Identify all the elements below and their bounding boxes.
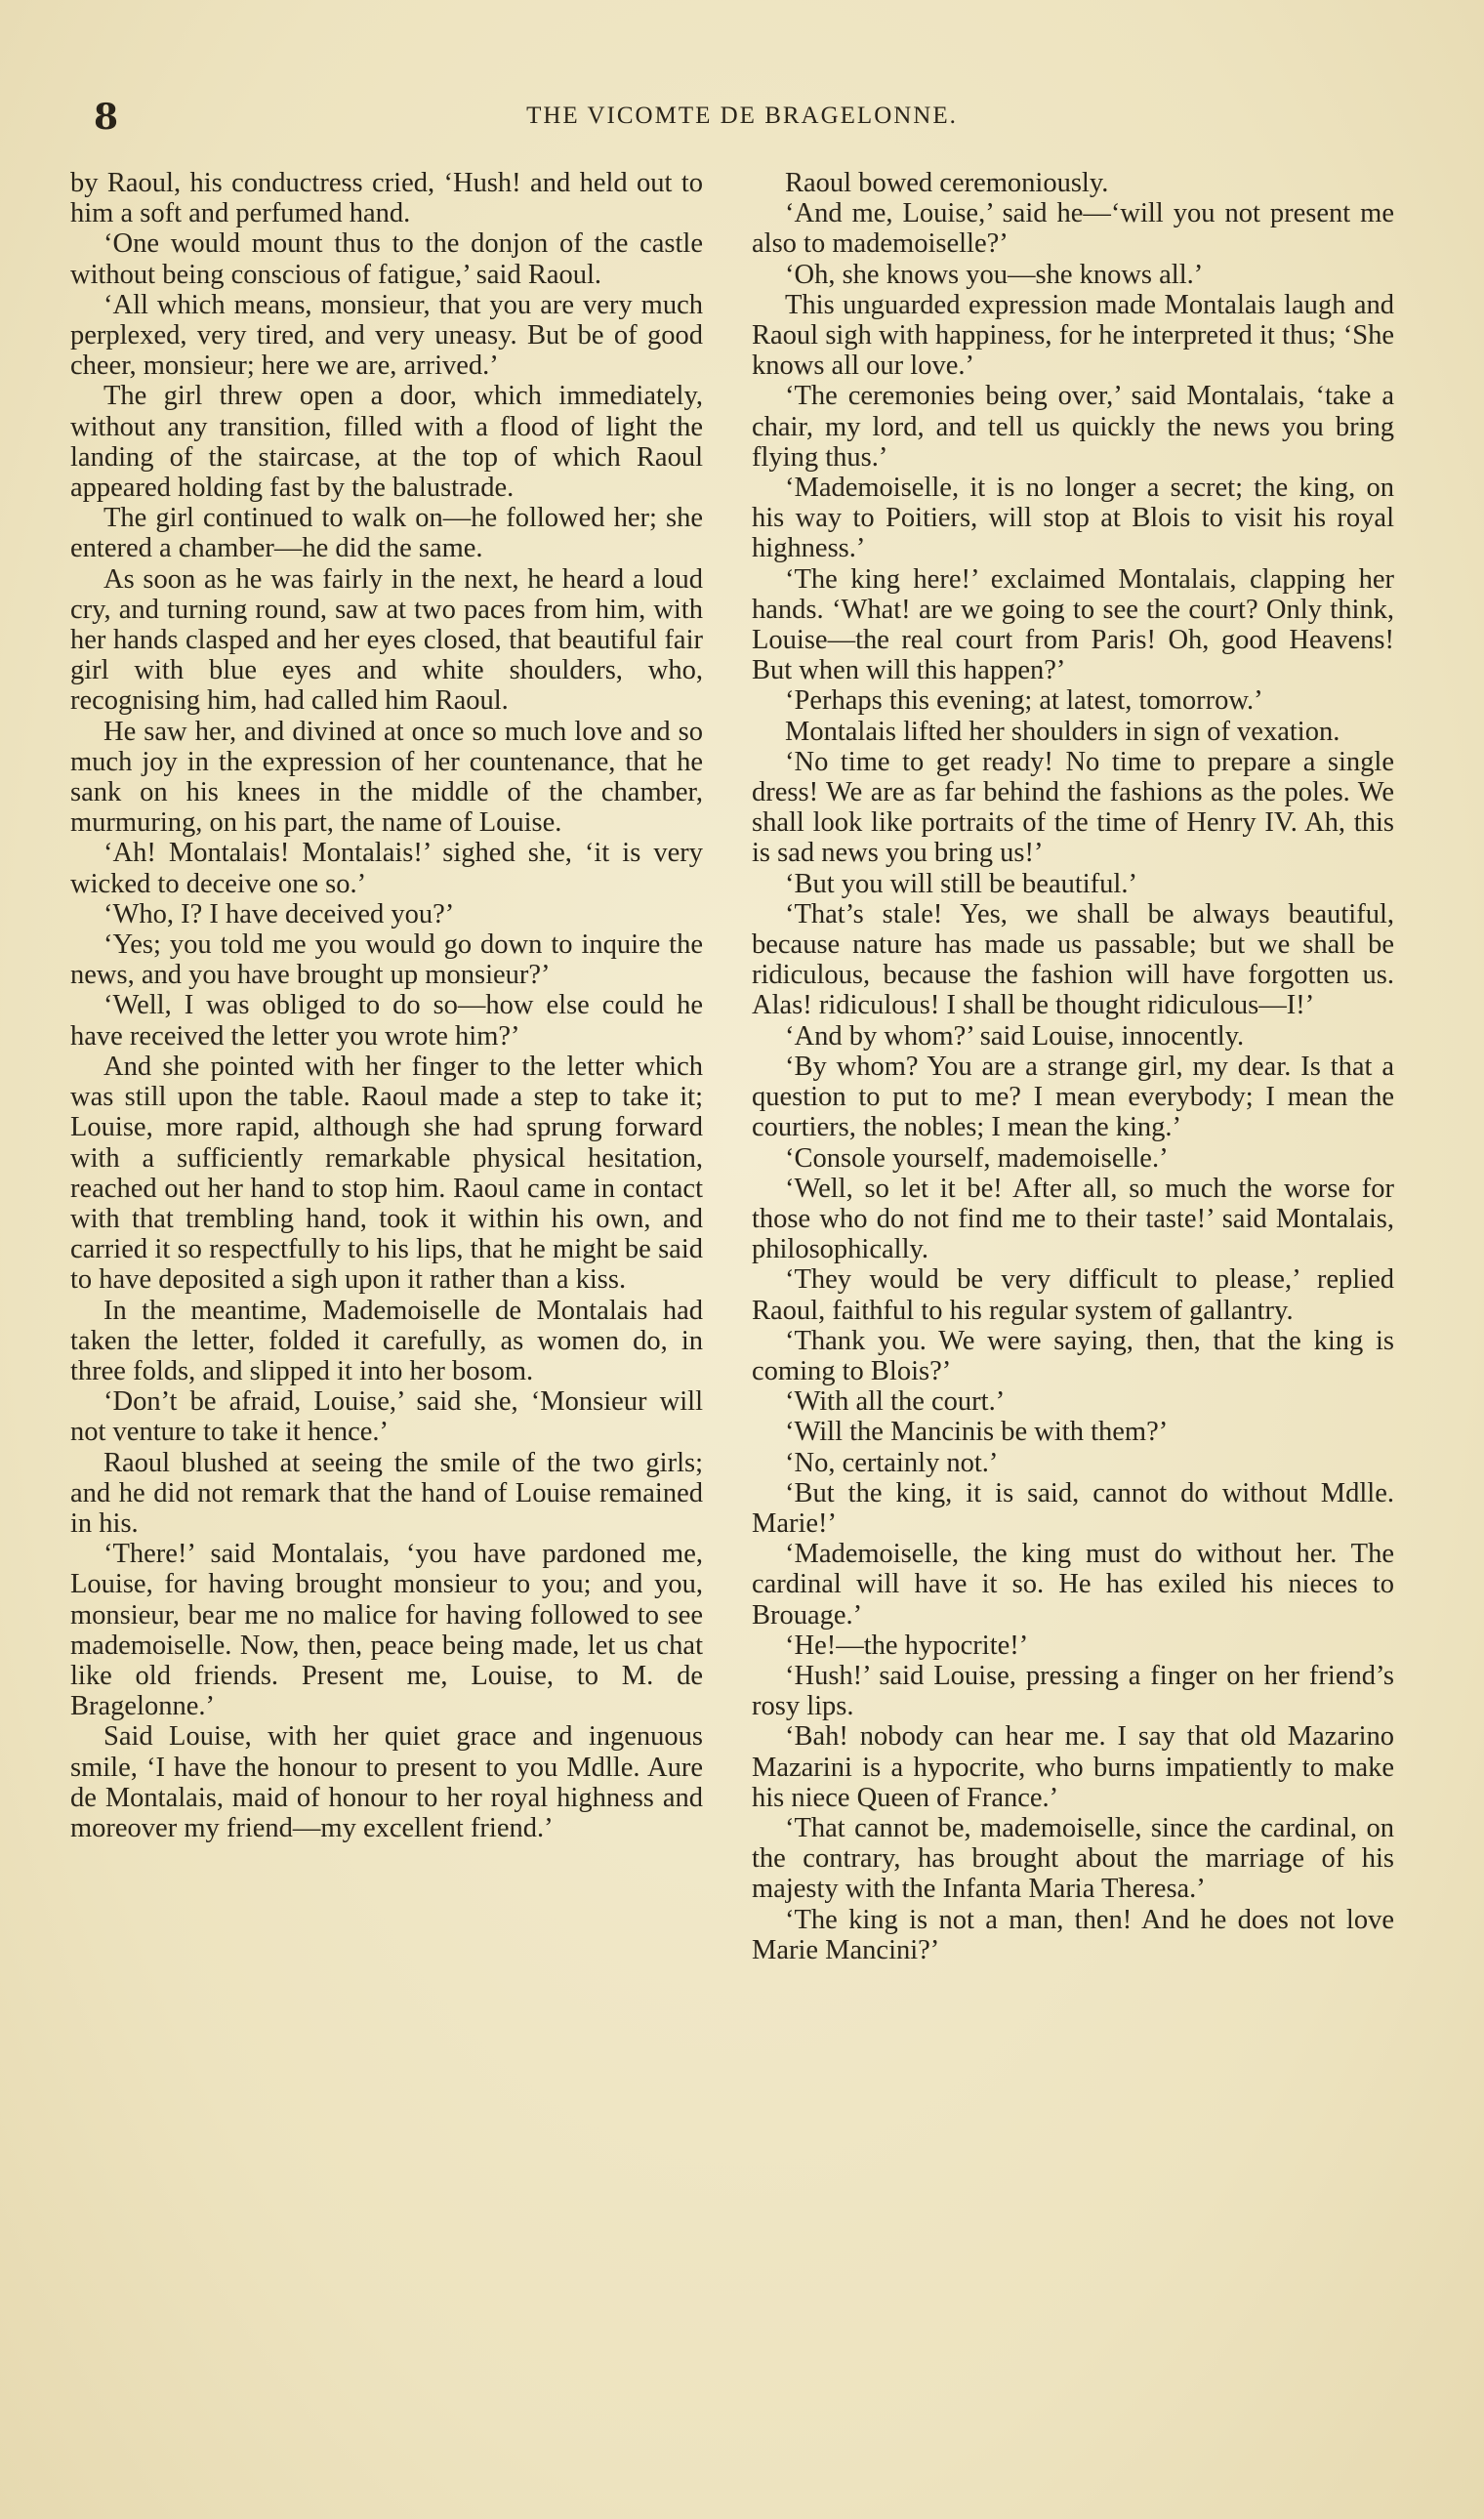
paragraph: ‘Console yourself, mademoiselle.’ [785, 1142, 1169, 1174]
paragraph: ‘The king is not a man, then! And he does not love Marie Mancini?’ [752, 1904, 1394, 1965]
paragraph: ‘Well, so let it be! After all, so much the worse for those who do not find me to their taste!’ said Montalais, philosophically. [752, 1173, 1394, 1265]
paragraph: ‘He!—the hypocrite!’ [785, 1630, 1029, 1661]
paragraph: ‘And me, Louise,’ said he—‘will you not present me also to mademoiselle?’ [752, 198, 1394, 260]
paragraph: ‘Mademoiselle, it is no longer a secret; the king, on his way to Poitiers, will stop at Blois to visit his royal highness.’ [752, 473, 1394, 564]
paragraph: ‘By whom? You are a strange girl, my dear. Is that a question to put to me? I mean everybody; I mean the courtiers, the nobles; I mean the king.’ [752, 1051, 1394, 1143]
paragraph: ‘But the king, it is said, cannot do without Mdlle. Marie!’ [752, 1477, 1394, 1539]
paragraph: ‘Oh, she knows you—she knows all.’ [785, 259, 1204, 290]
paragraph: ‘Hush!’ said Louise, pressing a finger on her friend’s rosy lips. [752, 1660, 1394, 1722]
paragraph: ‘One would mount thus to the donjon of the castle without being conscious of fatigue,’ said Raoul. [70, 228, 703, 290]
paragraph: ‘But you will still be beautiful.’ [785, 868, 1137, 899]
paragraph: ‘Bah! nobody can hear me. I say that old Mazarino Mazarini is a hypocrite, who burns impatiently to make his niece Queen of France.’ [752, 1721, 1394, 1813]
paragraph: Raoul bowed ceremoniously. [785, 168, 1109, 198]
paragraph: ‘That’s stale! Yes, we shall be always beautiful, because nature has made us passable; but we shall be ridiculous, because the fashion will have forgotten us. Alas! ridiculous! I shall be thought ridiculous—I!’ [752, 898, 1394, 1021]
paragraph: ‘Yes; you told me you would go down to inquire the news, and you have brought up monsieur?’ [70, 929, 703, 991]
paragraph: ‘Well, I was obliged to do so—how else could he have received the letter you wrote him?’ [70, 990, 703, 1052]
paragraph: ‘Mademoiselle, the king must do without her. The cardinal will have it so. He has exiled his nieces to Brouage.’ [752, 1539, 1394, 1631]
paragraph: The girl threw open a door, which immediately, without any transition, filled with a flood of light the landing of the staircase, at the top of which Raoul appeared holding fast by the balustrade. [70, 381, 703, 504]
paragraph: ‘And by whom?’ said Louise, innocently. [785, 1020, 1245, 1052]
paragraph: ‘Thank you. We were saying, then, that the king is coming to Blois?’ [752, 1325, 1394, 1386]
paragraph: He saw her, and divined at once so much love and so much joy in the expression of her countenance, that he sank on his knees in the middle of the chamber, murmuring, on his part, the name of Louise. [70, 716, 703, 839]
paragraph: ‘Ah! Montalais! Montalais!’ sighed she, ‘it is very wicked to deceive one so.’ [70, 838, 703, 899]
paragraph: And she pointed with her finger to the letter which was still upon the table. Raoul made a step to take it; Louise, more rapid, although she had sprung forward with a sufficiently remarkable physical hesitation, reached out her hand to stop him. Raoul came in contact with that trembling hand, took it within his own, and carried it so respectfully to his lips, that he might be said to have deposited a sigh upon it rather than a kiss. [70, 1051, 703, 1296]
paragraph: by Raoul, his conductress cried, ‘Hush! and held out to him a soft and perfumed hand. [70, 168, 703, 229]
paragraph: As soon as he was fairly in the next, he heard a loud cry, and turning round, saw at two paces from him, with her hands clasped and her eyes closed, that beautiful fair girl with blue eyes and white shoulders, who, recognising him, had called him Raoul. [70, 563, 703, 717]
paragraph: ‘Don’t be afraid, Louise,’ said she, ‘Monsieur will not venture to take it hence.’ [70, 1386, 703, 1448]
paragraph: Montalais lifted her shoulders in sign of vexation. [785, 716, 1340, 747]
paragraph: ‘They would be very difficult to please,’ replied Raoul, faithful to his regular system of gallantry. [752, 1264, 1394, 1326]
page-number: 8 [94, 97, 119, 138]
paragraph: Said Louise, with her quiet grace and ingenuous smile, ‘I have the honour to present to you Mdlle. Aure de Montalais, maid of honour to her royal highness and moreover my friend—my excellent friend.’ [70, 1721, 703, 1843]
paragraph: ‘The king here!’ exclaimed Montalais, clapping her hands. ‘What! are we going to see the court? Only think, Louise—the real court from Paris! Oh, good Heavens! But when will this happen?’ [752, 563, 1394, 686]
paragraph: ‘That cannot be, mademoiselle, since the cardinal, on the contrary, has brought about the marriage of his majesty with the Infanta Maria Theresa.’ [752, 1812, 1394, 1905]
paragraph: The girl continued to walk on—he followed her; she entered a chamber—he did the same. [70, 503, 703, 564]
paragraph: ‘With all the court.’ [785, 1386, 1006, 1418]
paragraph: ‘No, certainly not.’ [785, 1447, 999, 1478]
paragraph: ‘Will the Mancinis be with them?’ [785, 1417, 1169, 1448]
left-column [70, 168, 703, 1843]
paragraph: This unguarded expression made Montalais laugh and Raoul sigh with happiness, for he interpreted it thus; ‘She knows all our love.’ [752, 289, 1394, 382]
paragraph: ‘No time to get ready! No time to prepare a single dress! We are as far behind the fashions as the poles. We shall look like portraits of the time of Henry IV. Ah, this is sad news you bring us!’ [752, 746, 1394, 869]
paragraph: ‘The ceremonies being over,’ said Montalais, ‘take a chair, my lord, and tell us quickly the news you bring flying thus.’ [752, 381, 1394, 473]
running-title: THE VICOMTE DE BRAGELONNE. [526, 103, 958, 129]
paragraph: ‘Who, I? I have deceived you?’ [103, 898, 455, 929]
paragraph: ‘Perhaps this evening; at latest, tomorrow.’ [785, 685, 1263, 717]
paragraph: Raoul blushed at seeing the smile of the two girls; and he did not remark that the hand of Louise remained in his. [70, 1447, 703, 1539]
right-column [752, 168, 1394, 1965]
paragraph: In the meantime, Mademoiselle de Montalais had taken the letter, folded it carefully, as women do, in three folds, and slipped it into her bosom. [70, 1295, 703, 1386]
paragraph: ‘There!’ said Montalais, ‘you have pardoned me, Louise, for having brought monsieur to you; and you, monsieur, bear me no malice for having followed to see mademoiselle. Now, then, peace being made, let us chat like old friends. Present me, Louise, to M. de Bragelonne.’ [70, 1539, 703, 1722]
paragraph: ‘All which means, monsieur, that you are very much perplexed, very tired, and very uneasy. But be of good cheer, monsieur; here we are, arrived.’ [70, 289, 703, 382]
